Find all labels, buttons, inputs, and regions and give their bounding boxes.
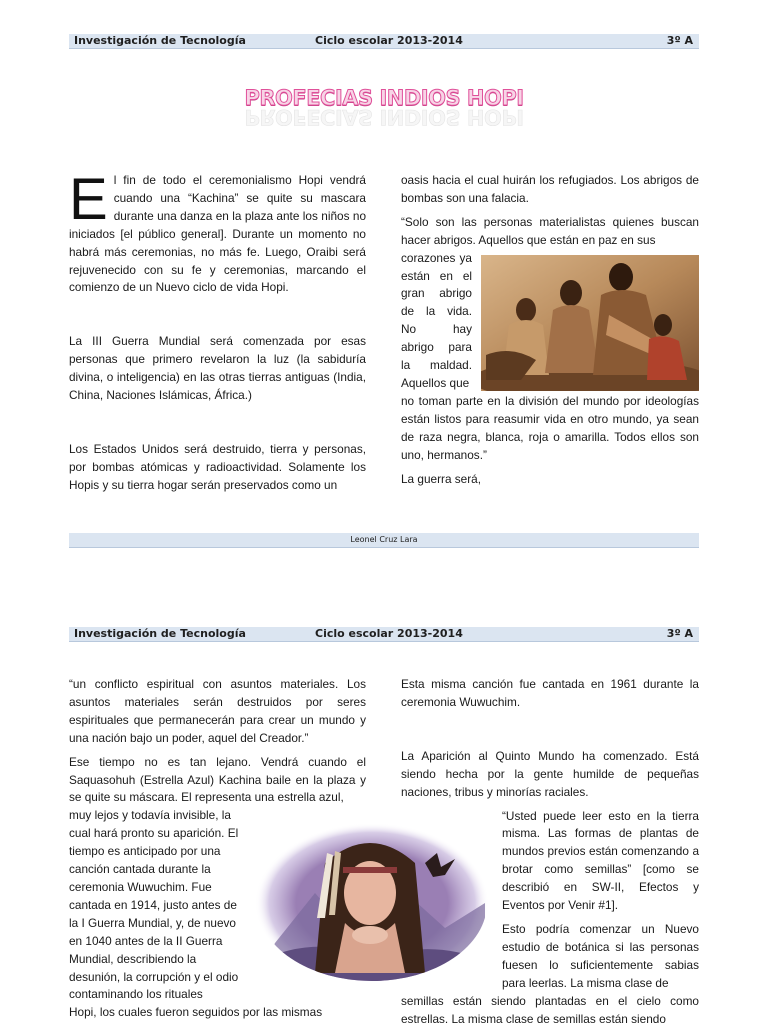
paragraph: La guerra será, bbox=[401, 471, 482, 486]
header-subject: Investigación de Tecnología bbox=[74, 627, 246, 640]
paragraph: Esto podría comenzar un Nuevo estudio de botánica si las personas fuesen lo suficientemente sabias para leerlas. La misma clase de bbox=[502, 921, 699, 990]
paragraph: El fin de todo el ceremonialismo Hopi vendrá cuando una “Kachina” se quite su mascara durante una danza en la plaza ante los niños no iniciados [el público general]. Durante un momento no habrá más ceremonias, no más fe. Luego, Oraibi será rejuvenecido con su fe y ceremonias, marcando el comienzo de un Nuevo ciclo de vida Hopi. bbox=[69, 167, 366, 295]
page-footer: Leonel Cruz Lara bbox=[69, 533, 699, 548]
paragraph: Ese tiempo no es tan lejano. Vendrá cuando el Saquasohuh (Estrella Azul) Kachina baile en la plaza y se quite su máscara. El representa una estrella azul, bbox=[69, 754, 366, 805]
header-cycle: Ciclo escolar 2013-2014 bbox=[315, 34, 463, 47]
page-header bbox=[69, 627, 699, 642]
title-reflection: PROFECIAS INDIOS HOPI bbox=[244, 105, 524, 129]
paragraph: muy lejos y todavía invisible, la cual hará pronto su aparición. El tiempo es anticipado por una canción cantada durante la ceremonia Wuwuchim. Fue cantada en 1914, justo antes de la I Guerra Mundial, y, de nuevo en 1040 antes de la II Guerra Mundial, describiendo la desunión, la corrupción y el odio contaminando los rituales bbox=[69, 808, 239, 1002]
paragraph: no toman parte en la división del mundo por ideologías están listos para reasumir vida en otro mundo, ya sean de raza negra, blanca, roja o amarilla. Todos ellos son uno, hermanos.” bbox=[401, 393, 699, 462]
title-text: PROFECIAS INDIOS HOPI bbox=[244, 86, 524, 110]
page-header bbox=[69, 34, 699, 49]
header-group: 3º A bbox=[666, 34, 693, 47]
paragraph: “un conflicto espiritual con asuntos materiales. Los asuntos materiales serán destruidos por seres espirituales que permanecerán para crear un mundo y una nación bajo un poder, aquel del Creador.” bbox=[69, 677, 366, 745]
header-cycle: Ciclo escolar 2013-2014 bbox=[315, 627, 463, 640]
paragraph: La Aparición al Quinto Mundo ha comenzado. Está siendo hecha por la gente humilde de pequeñas naciones, tribus y minorías raciales. bbox=[401, 748, 699, 799]
document-title bbox=[0, 84, 768, 129]
paragraph: “Solo son las personas materialistas quienes buscan hacer abrigos. Aquellos que están en paz en sus bbox=[401, 214, 699, 247]
paragraph: Hopi, los cuales fueron seguidos por las mismas bbox=[69, 1005, 323, 1020]
paragraph: Los Estados Unidos será destruido, tierra y personas, por bombas atómicas y radioactividad. Solamente los Hopis y su tierra hogar serán preservados como un bbox=[69, 441, 366, 492]
page1-left-column bbox=[69, 167, 366, 495]
paragraph: corazones ya están en el gran abrigo de la vida. No hay abrigo para la maldad. Aquellos que bbox=[401, 250, 472, 390]
paragraph: Esta misma canción fue cantada en 1961 durante la ceremonia Wuwuchim. bbox=[401, 677, 699, 709]
paragraph: La III Guerra Mundial será comenzada por esas personas que primero revelaron la luz (la sabiduría divina, o inteligencia) en las otras tierras antiguas (India, China, Naciones Islámicas, África.) bbox=[69, 334, 366, 403]
header-subject: Investigación de Tecnología bbox=[74, 34, 246, 47]
paragraph: “Usted puede leer esto en la tierra misma. Las formas de plantas de mundos previos están comenzando a brotar como semillas” [como se describió en SW-II, Efectos y Eventos por Venir #1]. bbox=[502, 808, 699, 913]
paragraph: oasis hacia el cual huirán los refugiados. Los abrigos de bombas son una falacia. bbox=[401, 173, 699, 205]
paragraph: semillas están siendo plantadas en el cielo como estrellas. La misma clase de semillas están siendo bbox=[401, 993, 699, 1026]
native-woman-painting bbox=[255, 823, 490, 983]
drop-cap: E bbox=[69, 167, 108, 232]
hopi-family-painting bbox=[481, 255, 699, 391]
header-group: 3º A bbox=[666, 627, 693, 640]
